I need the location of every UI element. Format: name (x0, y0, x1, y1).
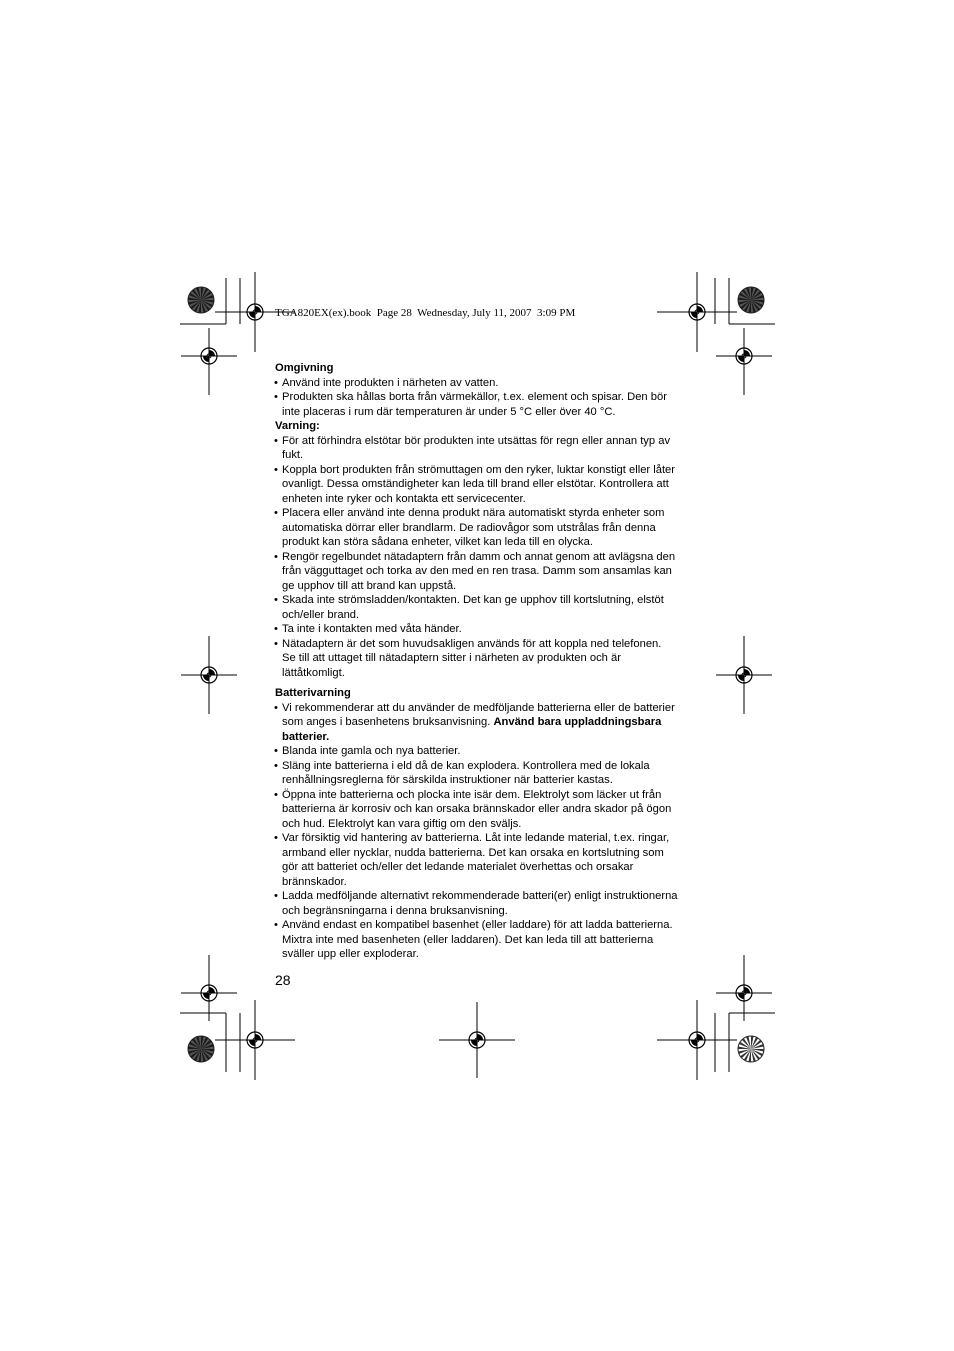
registration-mark-icon (657, 1000, 737, 1080)
color-target-icon (188, 1036, 214, 1062)
warning-heading: Varning: (275, 420, 320, 432)
environment-section (275, 361, 678, 419)
warning-list (275, 434, 678, 681)
list-item: • Släng inte batterierna i eld då de kan explodera. Kontrollera med de lokala renhållningsreglerna för särskilda instruktioner när batterier kastas. (275, 759, 678, 788)
list-item: • Nätadaptern är det som huvudsakligen används för att koppla ned telefonen. Se till att uttaget till nätadaptern sitter i närheten av produkten och är lättåtkomligt. (275, 637, 678, 681)
battery-heading: Batterivarning (275, 687, 351, 699)
list-item: • Ladda medföljande alternativt rekommenderade batteri(er) enligt instruktionerna och begränsningarna i denna bruksanvisning. (275, 889, 678, 918)
list-item: • Använd endast en kompatibel basenhet (eller laddare) för att ladda batterierna. Mixtra inte med basenheten (eller laddaren). Det kan leda till att batterierna sväller upp eller exploderar. (275, 918, 678, 962)
battery-first-item-emphasis: Använd bara uppladdningsbara batterier. (282, 716, 662, 743)
battery-first-item-text: Vi rekommenderar att du använder de medföljande batterierna eller de batterier som anges i basenhetens bruksanvisning. (282, 701, 675, 728)
list-item: • Produkten ska hållas borta från värmekällor, t.ex. element och spisar. Den bör inte placeras i rum där temperaturen är under 5 °C eller över 40 °C. (275, 390, 678, 419)
list-item (275, 701, 678, 745)
battery-list (275, 701, 678, 962)
list-item: • Blanda inte gamla och nya batterier. (275, 744, 678, 759)
warning-section (275, 419, 678, 680)
list-item: • Koppla bort produkten från strömuttagen om den ryker, luktar konstigt eller låter ovanligt. Dessa omständigheter kan leda till brand eller elstötar. Kontrollera att enheten inte ryker och kontakta ett servicecenter. (275, 463, 678, 507)
battery-section (275, 686, 678, 962)
list-item: • Rengör regelbundet nätadaptern från damm och annat genom att avlägsna den från vägguttaget och torka av den med en ren trasa. Damm som ansamlas kan ge upphov till att brand kan uppstå. (275, 550, 678, 594)
list-item: • Använd inte produkten i närheten av vatten. (275, 376, 678, 391)
color-target-icon (188, 287, 214, 313)
registration-mark-icon (215, 1000, 295, 1080)
registration-mark-icon (657, 272, 737, 352)
color-target-icon (738, 1036, 764, 1062)
list-item: • Var försiktig vid hantering av batterierna. Låt inte ledande material, t.ex. ringar, armband eller nycklar, nudda batterierna. Det kan orsaka en kortslutning som gör att batteriet och/eller det ledande materialet överhettas och orsakar brännskador. (275, 831, 678, 889)
list-item: • För att förhindra elstötar bör produkten inte utsättas för regn eller annan typ av fukt. (275, 434, 678, 463)
page-number: 28 (275, 972, 291, 988)
book-file-info: TGA820EX(ex).book Page 28 Wednesday, July 11, 2007 3:09 PM (275, 307, 576, 319)
environment-heading: Omgivning (275, 362, 334, 374)
page-content (275, 361, 678, 962)
list-item: • Öppna inte batterierna och plocka inte isär dem. Elektrolyt som läcker ut från batterierna är korrosiv och kan orsaka brännskador eller andra skador på ögon och hud. Elektrolyt kan vara giftig om den sväljs. (275, 788, 678, 832)
environment-list (275, 376, 678, 420)
color-target-icon (738, 287, 764, 313)
list-item: • Placera eller använd inte denna produkt nära automatiskt styrda enheter som automatiska dörrar eller brandlarm. De radiovågor som utstrålas från denna produkt kan störa sådana enheter, vilket kan leda till en olycka. (275, 506, 678, 550)
list-item: • Ta inte i kontakten med våta händer. (275, 622, 678, 637)
list-item: • Skada inte strömsladden/kontakten. Det kan ge upphov till kortslutning, elstöt och/eller brand. (275, 593, 678, 622)
